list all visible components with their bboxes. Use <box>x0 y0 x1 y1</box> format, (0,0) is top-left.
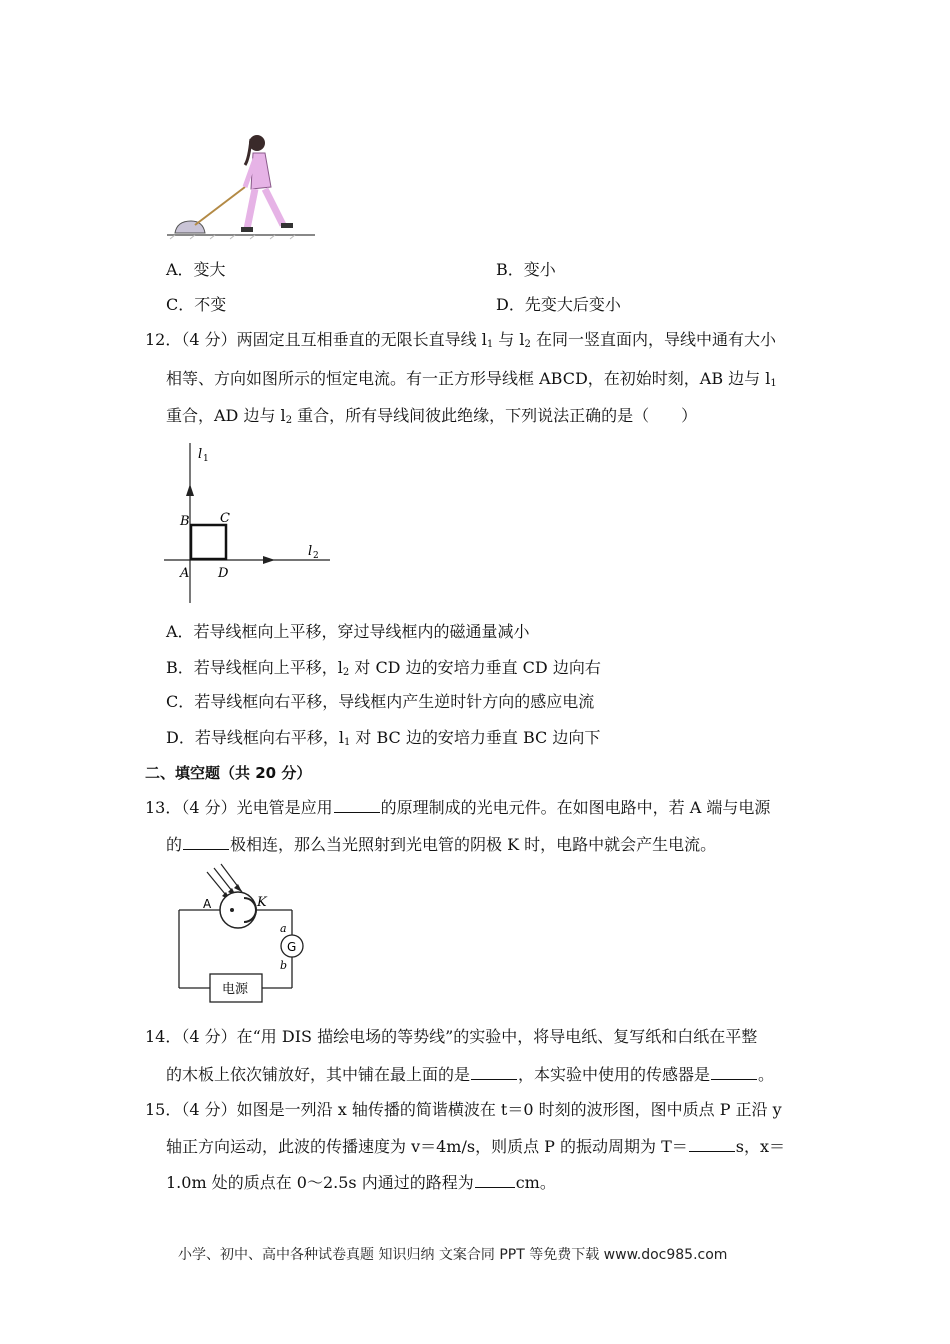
q13-text: 极相连，那么当光照射到光电管的阴极 K 时，电路中就会产生电流。 <box>230 835 717 854</box>
girl-pulling-figure <box>165 125 325 240</box>
q12-sub: 1 <box>770 378 777 389</box>
q12-text: 与 l <box>493 330 525 349</box>
label-k-terminal: K <box>257 895 267 910</box>
q11-option-c: C．不变 <box>166 295 227 314</box>
label-d: D <box>218 566 229 581</box>
label-c: C <box>220 511 230 526</box>
q12-sub: 2 <box>285 415 293 426</box>
q15-text: 1.0m 处的质点在 0～2.5s 内通过的路程为 <box>166 1173 474 1192</box>
label-l2: l <box>308 544 313 559</box>
q12-option-c: C．若导线框向右平移，导线框内产生逆时针方向的感应电流 <box>166 692 595 711</box>
answer-blank[interactable] <box>475 1173 515 1188</box>
q12-text: 在同一竖直面内，导线中通有大小 <box>530 330 776 349</box>
label-a: A <box>180 566 190 581</box>
q11-option-d: D．先变大后变小 <box>496 295 621 314</box>
q14-text: 的木板上依次铺放好，其中铺在最上面的是 <box>166 1065 471 1084</box>
q15-line3 <box>166 1173 556 1193</box>
q12-option-d-text: 对 BC 边的安培力垂直 BC 边向下 <box>350 728 601 747</box>
answer-blank[interactable] <box>183 835 229 850</box>
q12-option-d <box>166 728 600 753</box>
label-l1-sub: 1 <box>203 454 209 464</box>
q12-option-d-sub: 1 <box>343 737 351 748</box>
q12-option-b-sub: 2 <box>342 667 350 678</box>
q15-text: s，x＝ <box>735 1137 786 1156</box>
q12-stem-line1 <box>145 330 776 355</box>
q12-option-b <box>166 658 601 683</box>
label-b: B <box>180 514 190 529</box>
power-source-label: 电源 <box>222 982 249 997</box>
q15-text: cm。 <box>515 1173 556 1192</box>
q15-line2 <box>166 1137 785 1157</box>
label-b-node: b <box>280 959 288 972</box>
q11-option-b: B．变小 <box>496 260 556 279</box>
q12-sub: 1 <box>486 339 494 350</box>
q13-text: 的 <box>166 835 183 854</box>
answer-blank[interactable] <box>711 1065 757 1080</box>
label-l1: l <box>198 447 203 462</box>
q14-text: 。 <box>758 1065 775 1084</box>
q14-text: ，本实验中使用的传感器是 <box>518 1065 711 1084</box>
wire-loop-figure <box>160 438 340 606</box>
q13-text: 的原理制成的光电元件。在如图电路中，若 A 端与电源 <box>380 798 771 817</box>
q12-text: 12．（4 分）两固定且互相垂直的无限长直导线 l <box>145 330 487 349</box>
answer-blank[interactable] <box>471 1065 517 1080</box>
q13-line1 <box>145 798 770 818</box>
answer-blank[interactable] <box>334 798 380 813</box>
q15-text: 轴正方向运动，此波的传播速度为 v＝4m/s，则质点 P 的振动周期为 T＝ <box>166 1137 688 1156</box>
q12-stem-line3 <box>166 406 697 431</box>
label-a-terminal: A <box>203 897 212 911</box>
q14-line2 <box>166 1065 774 1085</box>
footer-text: 小学、初中、高中各种试卷真题 知识归纳 文案合同 PPT 等免费下载 www.doc985.com <box>178 1247 728 1263</box>
q12-option-b-text: B．若导线框向上平移，l <box>166 658 343 677</box>
q11-option-a: A．变大 <box>166 260 226 279</box>
label-a-node: a <box>280 922 287 935</box>
q13-line2 <box>166 835 716 855</box>
q12-sub: 2 <box>524 339 531 350</box>
q12-option-a: A．若导线框向上平移，穿过导线框内的磁通量减小 <box>166 622 530 641</box>
label-l2-sub: 2 <box>313 551 319 561</box>
q14-line1: 14．（4 分）在“用 DIS 描绘电场的等势线”的实验中，将导电纸、复写纸和白纸在平整 <box>145 1027 758 1046</box>
galvanometer-label: G <box>287 940 297 954</box>
q12-option-d-text: D．若导线框向右平移，l <box>166 728 344 747</box>
q12-stem-line2 <box>166 369 777 394</box>
answer-blank[interactable] <box>689 1137 735 1152</box>
q12-text: 相等、方向如图所示的恒定电流。有一正方形导线框 ABCD，在初始时刻，AB 边与 l <box>166 369 771 388</box>
q13-text: 13．（4 分）光电管是应用 <box>145 798 333 817</box>
q15-line1: 15．（4 分）如图是一列沿 x 轴传播的简谐横波在 t＝0 时刻的波形图，图中质点 P 正沿 y <box>145 1100 782 1119</box>
phototube-circuit-figure <box>170 862 320 1012</box>
q12-option-b-text: 对 CD 边的安培力垂直 CD 边向右 <box>349 658 601 677</box>
section-title: 二、填空题（共 20 分） <box>145 764 312 782</box>
q12-text: 重合，所有导线间彼此绝缘，下列说法正确的是（ ） <box>292 406 698 425</box>
q12-text: 重合，AD 边与 l <box>166 406 286 425</box>
